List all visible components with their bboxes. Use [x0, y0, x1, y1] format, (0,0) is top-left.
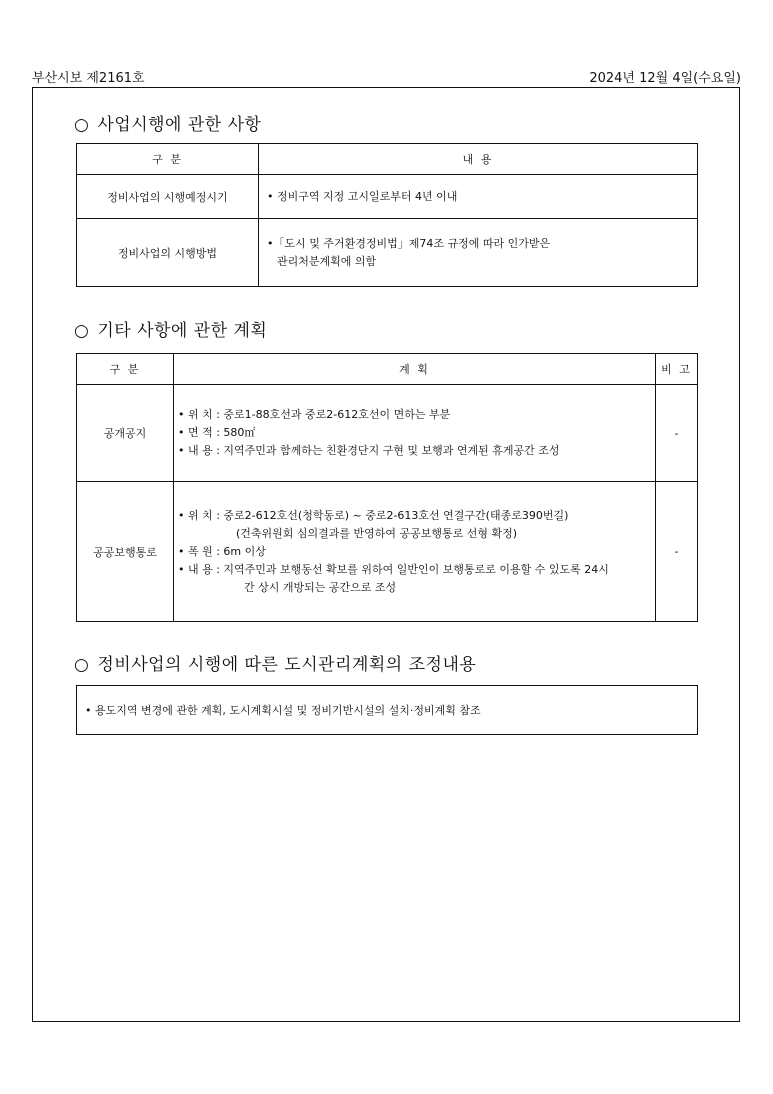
row-label: 공개공지: [77, 385, 174, 482]
row-label: 정비사업의 시행예정시기: [77, 175, 259, 219]
column-header: 구 분: [77, 354, 174, 385]
circle-bullet-icon: ○: [74, 655, 90, 675]
row-note: -: [656, 385, 698, 482]
page-header: [32, 64, 741, 86]
section-2-title: [74, 316, 267, 341]
section-2-table: [76, 353, 698, 622]
publication-number: 부산시보 제2161호: [32, 71, 145, 86]
row-content: • 위 치 : 중로1-88호선과 중로2-612호선이 면하는 부분 • 면 적 : 580㎡ • 내 용 : 지역주민과 함께하는 친환경단지 구현 및 보행과 연계된 휴게공간 조성: [174, 385, 656, 482]
table-row: [77, 219, 698, 287]
section-3-title-text: 정비사업의 시행에 따른 도시관리계획의 조정내용: [97, 655, 477, 675]
section-3-title: [74, 650, 476, 675]
table-row: [77, 482, 698, 622]
section-3-content: • 용도지역 변경에 관한 계획, 도시계획시설 및 정비기반시설의 설치·정비계획 참조: [85, 704, 481, 717]
section-2-title-text: 기타 사항에 관한 계획: [97, 321, 268, 341]
row-content: • 위 치 : 중로2-612호선(청학동로) ~ 중로2-613호선 연결구간(태종로390번길) (건축위원회 심의결과를 반영하여 공공보행통로 선형 확정) • 폭 원 : 6m 이상 • 내 용 : 지역주민과 보행동선 확보를 위하여 일반인이 보행통로로 이용할 수 있도록 24시 간 상시 개방되는 공간으로 조성: [174, 482, 656, 622]
section-1-title-text: 사업시행에 관한 사항: [97, 115, 262, 135]
row-label: 정비사업의 시행방법: [77, 219, 259, 287]
circle-bullet-icon: ○: [74, 115, 90, 135]
row-content: •「도시 및 주거환경정비법」제74조 규정에 따라 인가받은 관리처분계획에 의함: [259, 219, 698, 287]
publication-date: 2024년 12월 4일(수요일): [589, 71, 741, 86]
column-header: 계 획: [174, 354, 656, 385]
section-1-title: [74, 110, 261, 135]
table-row: [77, 175, 698, 219]
column-header: 내 용: [259, 144, 698, 175]
table-header-row: [77, 144, 698, 175]
column-header: 비 고: [656, 354, 698, 385]
row-content: • 정비구역 지정 고시일로부터 4년 이내: [259, 175, 698, 219]
section-3-content-box: [76, 685, 698, 735]
row-label: 공공보행통로: [77, 482, 174, 622]
column-header: 구 분: [77, 144, 259, 175]
row-note: -: [656, 482, 698, 622]
table-header-row: [77, 354, 698, 385]
circle-bullet-icon: ○: [74, 321, 90, 341]
table-row: [77, 385, 698, 482]
section-1-table: [76, 143, 698, 287]
